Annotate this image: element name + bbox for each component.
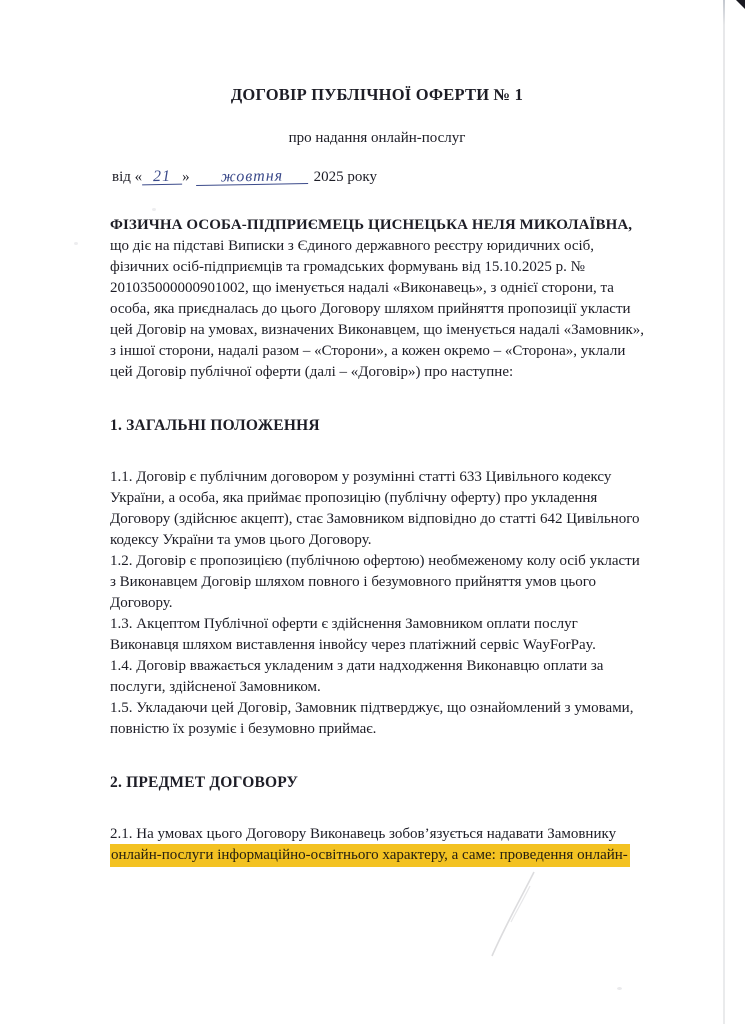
corner-fold-mark (736, 0, 745, 9)
clause-2-1-text: 2.1. На умовах цього Договору Виконавець зобов’язується надавати Замовнику (110, 826, 617, 842)
section-1-heading: 1. ЗАГАЛЬНІ ПОЛОЖЕННЯ (110, 417, 320, 434)
date-prefix: від « (112, 169, 143, 185)
date-suffix: 2025 року (313, 169, 377, 185)
scan-crease-mark (478, 866, 550, 962)
highlighted-text: онлайн-послуги інформаційно-освітнього характеру, а саме: проведення онлайн- (110, 844, 630, 867)
clause-1-4: 1.4. Договір вважається укладеним з дати надходження Виконавцю оплати за послуги, здійсненої Замовником. (110, 658, 604, 695)
document-title: ДОГОВІР ПУБЛІЧНОЇ ОФЕРТИ № 1 (230, 85, 524, 104)
date-close-quote: » (182, 169, 190, 185)
clause-2-1 (110, 824, 644, 866)
section-2-heading: 2. ПРЕДМЕТ ДОГОВОРУ (110, 774, 299, 791)
document-subtitle: про надання онлайн-послуг (288, 130, 466, 146)
clause-1-2: 1.2. Договір є пропозицією (публічною офертою) необмеженому колу осіб укласти з Виконавцем Договір шляхом повного і безумовного прийняття умов цього Договору. (110, 553, 640, 611)
clause-1-5: 1.5. Укладаючи цей Договір, Замовник підтверджує, що ознайомлений з умовами, повністю їх розуміє і безумовно приймає. (110, 700, 634, 737)
party-name-bold: ФІЗИЧНА ОСОБА-ПІДПРИЄМЕЦЬ ЦИСНЕЦЬКА НЕЛЯ МИКОЛАЇВНА, (110, 217, 633, 233)
paper-edge-line (723, 0, 725, 1024)
clause-1-1: 1.1. Договір є публічним договором у розумінні статті 633 Цивільного кодексу України, а особа, яка приймає пропозицію (публічну оферту) про укладення Договору (здійснює акцепт), стає Замовником відповідно до статті 642 Цивільного кодексу України та умов цього Договору. (110, 469, 640, 548)
date-line (112, 167, 644, 188)
handwritten-month: жовтня (196, 168, 308, 186)
clause-1-3: 1.3. Акцептом Публічної оферти є здійснення Замовником оплати послуг Виконавця шляхом виставлення інвойсу через платіжний сервіс WayForPay. (110, 616, 596, 653)
document-body (110, 84, 644, 866)
scan-speck (617, 987, 622, 990)
intro-paragraph (110, 215, 644, 383)
scan-speck (74, 242, 78, 245)
intro-text: що діє на підставі Виписки з Єдиного державного реєстру юридичних осіб, фізичних осіб-підприємців та громадських формувань від 15.10.2025 р. № 201035000000901002, що іменується надалі «Виконавець», з однієї сторони, та особа, яка приєдналась до цього Договору шляхом прийняття пропозиції укласти цей Договір на умовах, визначених Виконавцем, що іменується надалі «Замовник», з іншої сторони, надалі разом – «Сторони», а кожен окремо – «Сторона», уклали цей Договір публічної оферти (далі – «Договір») про наступне: (110, 238, 645, 380)
handwritten-day: 21 (142, 169, 182, 186)
